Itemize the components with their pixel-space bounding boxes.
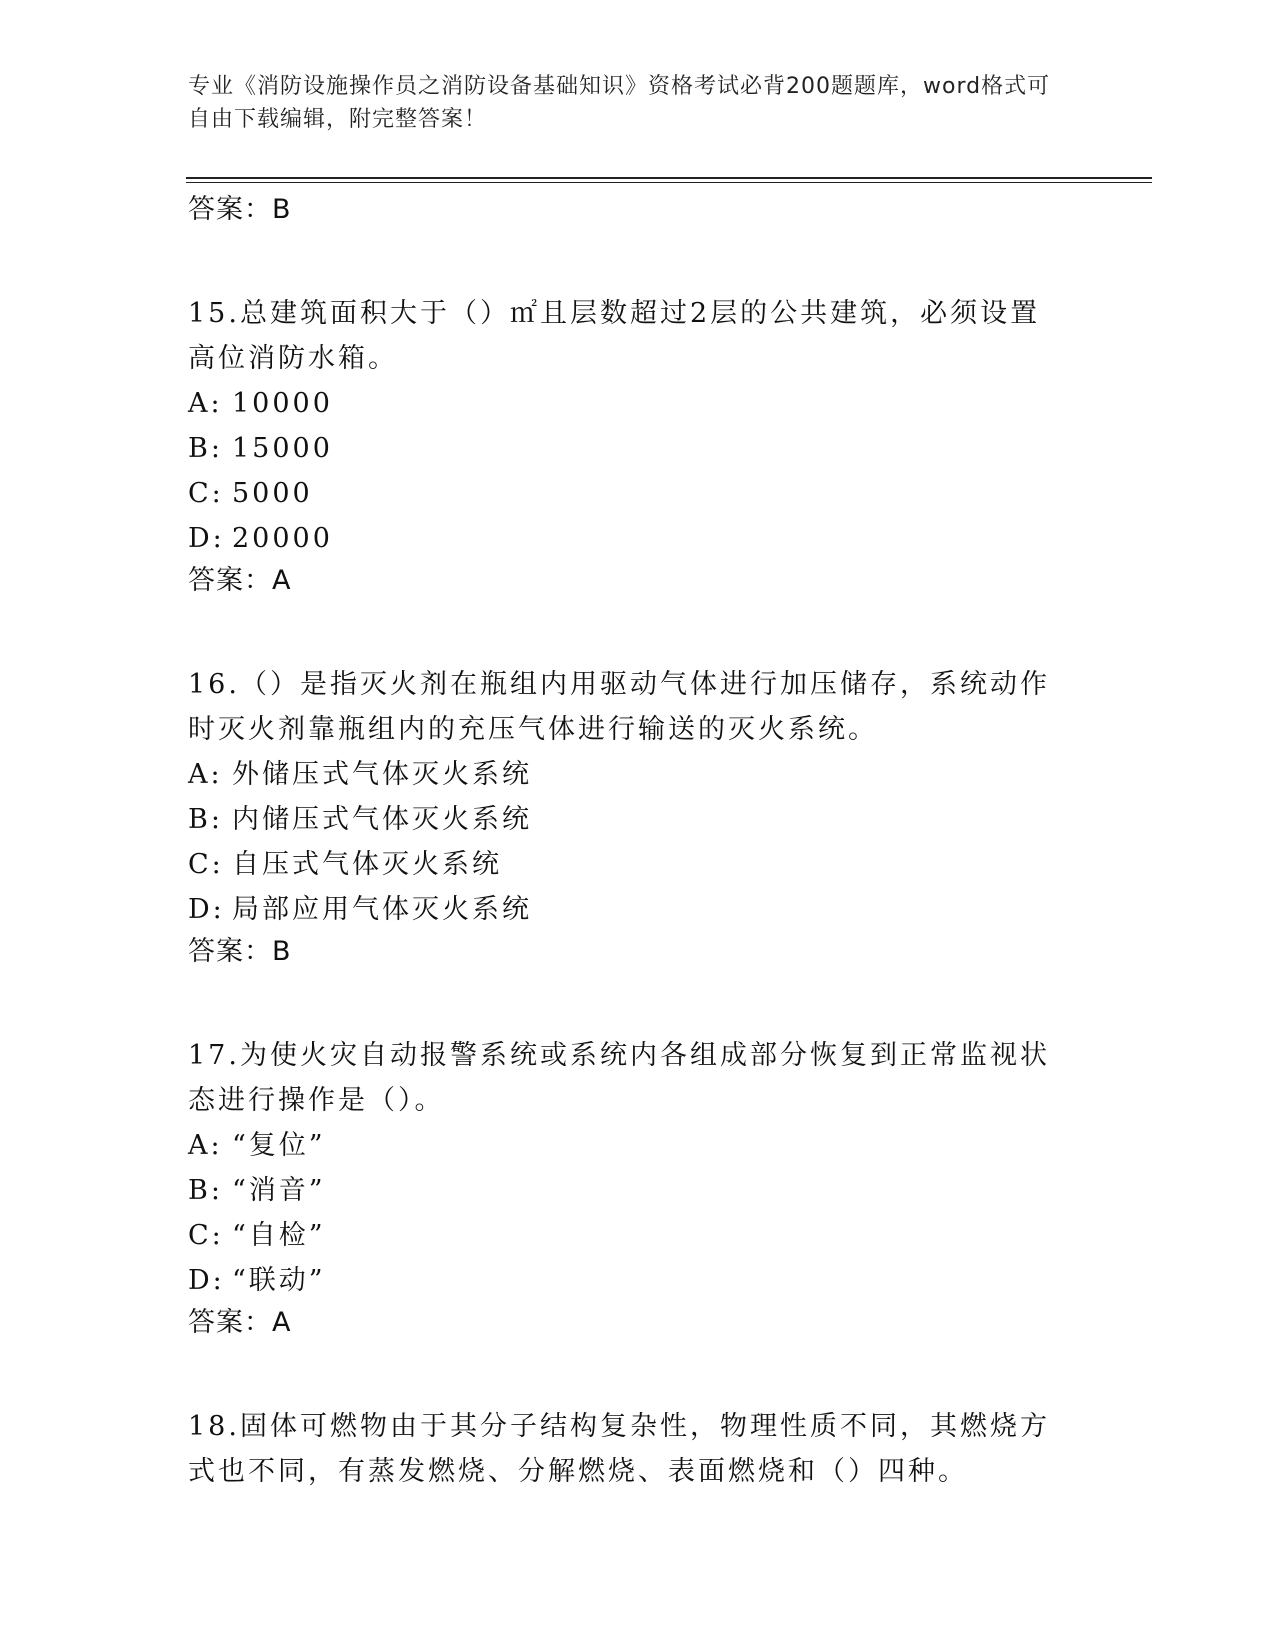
answer-line [188,1303,1088,1348]
answer-label: 答案： [188,565,272,596]
question-block [188,291,1088,606]
option-key: A: [188,759,223,790]
option-key: C: [188,478,224,509]
answer-line [188,190,1088,235]
option-d [188,1258,1088,1303]
option-value: 内储压式气体灭火系统 [232,804,532,835]
answer-value: A [272,565,291,596]
question-block [188,1033,1088,1348]
answer-line [188,932,1088,977]
option-d [188,887,1088,932]
option-key: C: [188,1220,224,1251]
answer-label: 答案： [188,194,272,225]
question-block [188,1404,1088,1494]
header-text: 专业《消防设施操作员之消防设备基础知识》资格考试必背200题题库，word格式可自由下载编辑，附完整答案！ [188,74,1051,132]
option-value: “自检” [232,1220,326,1251]
option-key: D: [188,894,225,925]
option-key: A: [188,388,223,419]
option-key: B: [188,433,223,464]
option-value: 20000 [232,523,333,554]
option-a [188,1123,1088,1168]
question-text: 16.（）是指灭火剂在瓶组内用驱动气体进行加压储存，系统动作时灭火剂靠瓶组内的充压气体进行输送的灭火系统。 [188,669,1050,745]
option-value: “联动” [232,1265,326,1296]
option-a [188,381,1088,426]
answer-value: A [272,1307,291,1338]
option-b [188,797,1088,842]
option-value: 15000 [232,433,333,464]
option-value: 外储压式气体灭火系统 [232,759,532,790]
option-b [188,1168,1088,1213]
header-divider-thin [186,182,1152,183]
question-list [188,190,1088,1494]
option-value: 5000 [232,478,313,509]
option-key: B: [188,1175,223,1206]
option-value: 自压式气体灭火系统 [232,849,502,880]
option-key: D: [188,523,225,554]
option-value: 局部应用气体灭火系统 [232,894,532,925]
option-c [188,471,1088,516]
option-value: “复位” [232,1130,326,1161]
option-key: A: [188,1130,223,1161]
answer-label: 答案： [188,936,272,967]
option-a [188,752,1088,797]
question-text: 15.总建筑面积大于（）㎡且层数超过2层的公共建筑，必须设置高位消防水箱。 [188,298,1041,374]
question-block [188,662,1088,977]
option-d [188,516,1088,561]
option-value: “消音” [232,1175,326,1206]
option-key: B: [188,804,223,835]
option-c [188,842,1088,887]
option-b [188,426,1088,471]
answer-value: B [272,194,291,225]
answer-line [188,561,1088,606]
question-text: 17.为使火灾自动报警系统或系统内各组成部分恢复到正常监视状态进行操作是（）。 [188,1040,1050,1116]
option-key: D: [188,1265,225,1296]
option-c [188,1213,1088,1258]
answer-value: B [272,936,291,967]
header-divider-thick [186,177,1152,179]
option-key: C: [188,849,224,880]
question-text: 18.固体可燃物由于其分子结构复杂性，物理性质不同，其燃烧方式也不同，有蒸发燃烧、分解燃烧、表面燃烧和（）四种。 [188,1411,1050,1487]
document-header [188,70,1068,136]
answer-label: 答案： [188,1307,272,1338]
option-value: 10000 [232,388,333,419]
